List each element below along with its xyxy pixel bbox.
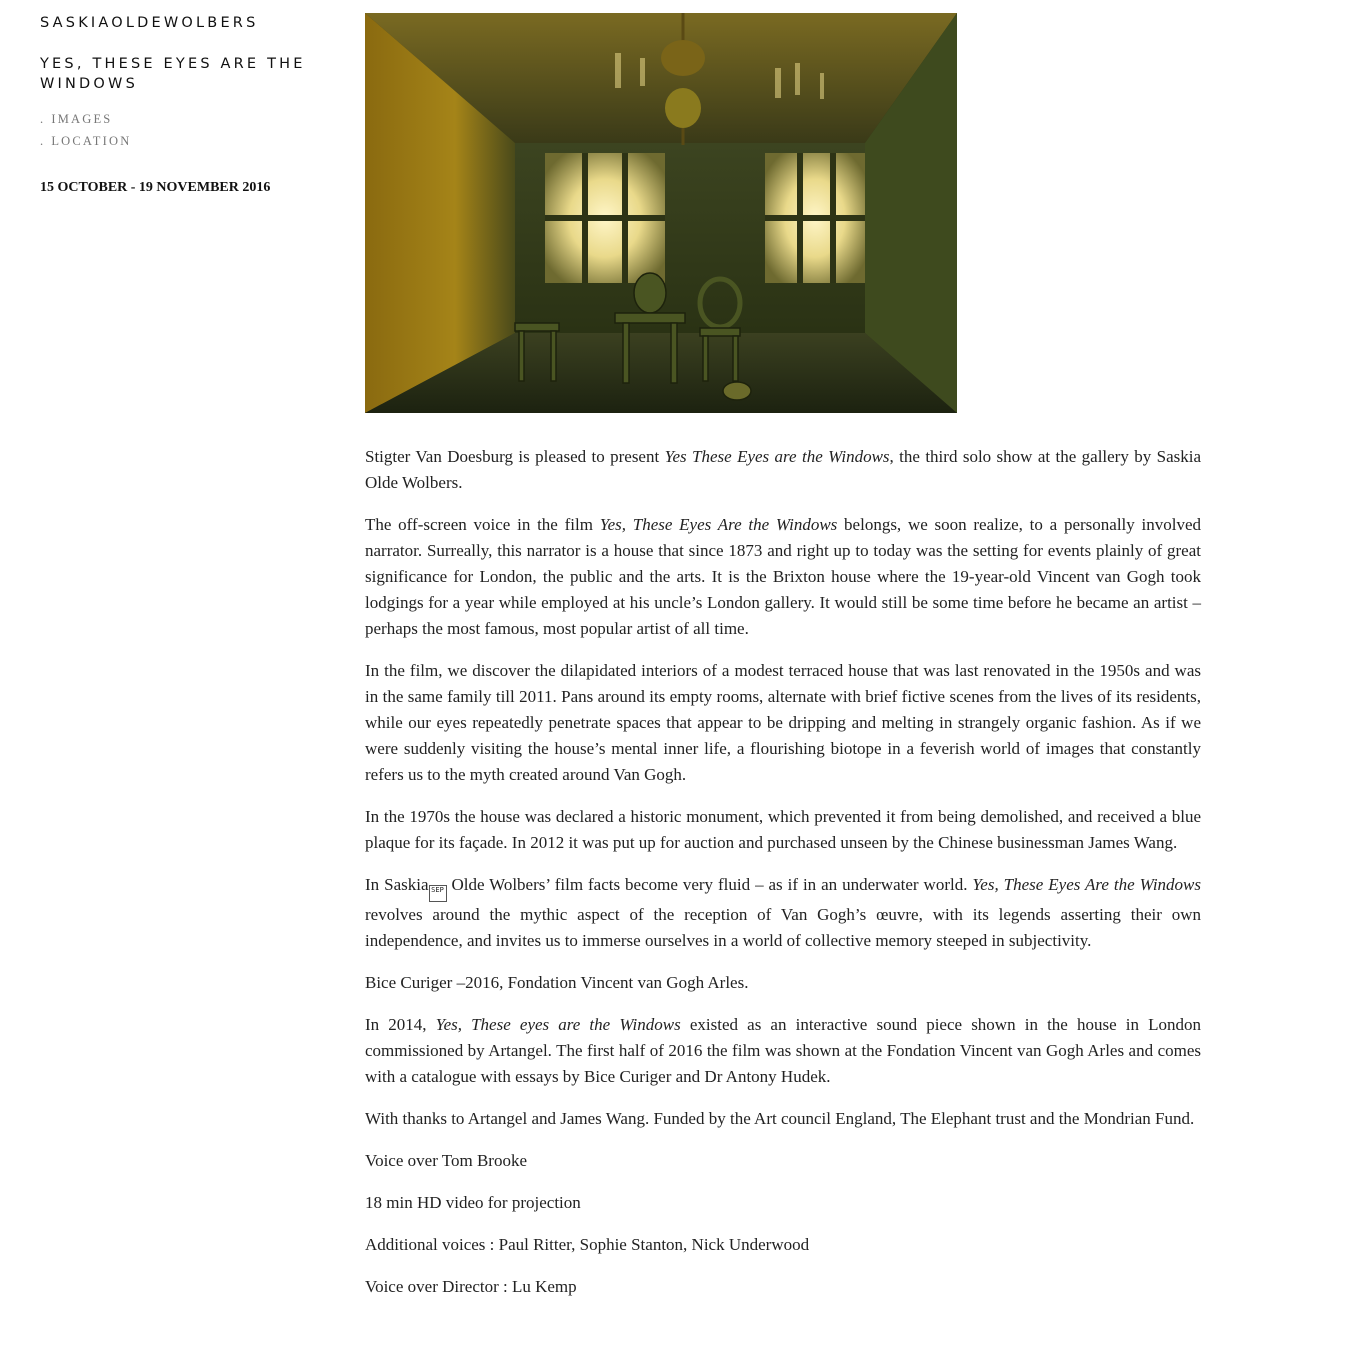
credit-line: Voice over Director : Lu Kemp	[365, 1277, 577, 1296]
paragraph: Bice Curiger –2016, Fondation Vincent van Gogh Arles.	[365, 973, 749, 992]
credit-line: Voice over Tom Brooke	[365, 1151, 528, 1170]
work-title-italic: Yes These Eyes are the Windows	[664, 447, 890, 466]
show-title: YES, THESE EYES ARE THE WINDOWS	[40, 56, 306, 92]
sidebar-nav	[40, 108, 330, 152]
nav-item-images[interactable]	[40, 108, 330, 130]
nav-item-location[interactable]	[40, 130, 330, 152]
credit-line: 18 min HD video for projection	[365, 1193, 581, 1212]
nav-item-label: IMAGES	[51, 112, 113, 126]
paragraph: In the film, we discover the dilapidated interiors of a modest terraced house that was last renovated in the 1950s and was in the same family till 2011. Pans around its empty rooms, alternate with brief fictive scenes from the lives of its residents, while our eyes repeatedly penetrate spaces that appear to be dripping and melting in strangely organic fashion. As if we were suddenly visiting the house’s mental inner life, a flourishing biotope in a feverish world of images that constantly refers us to the myth created around Van Gogh.	[365, 661, 1201, 784]
text-span: Olde Wolbers’ film facts become very fluid – as if in an underwater world.	[446, 875, 973, 894]
paragraph	[365, 872, 1201, 954]
text-span: belongs, we soon realize, to a personally involved narrator. Surreally, this narrator is a house that since 1873 and right up to today was the setting for events plainly of great significance for London, the public and the arts. It is the Brixton house where the 19-year-old Vincent van Gogh took lodgings for a year while employed at his uncle’s London gallery. It would still be some time before he became an artist – perhaps the most famous, most popular artist of all time.	[365, 515, 1202, 638]
text-span: existed as an interactive sound piece shown in the house in London commissioned by Artangel. The first half of 2016 the film was shown at the Fondation Vincent van Gogh Arles and comes with a catalogue with essays by Bice Curiger and Dr Antony Hudek.	[365, 1015, 1201, 1086]
text-span: The off-screen voice in the film	[365, 515, 600, 534]
credit-line: Additional voices : Paul Ritter, Sophie Stanton, Nick Underwood	[365, 1235, 810, 1254]
paragraph	[365, 512, 1201, 642]
paragraph	[365, 1012, 1201, 1090]
nav-bullet: .	[40, 134, 46, 148]
main-content	[365, 13, 1201, 1316]
paragraph	[365, 444, 1201, 496]
press-text	[365, 444, 1201, 1300]
text-span: Stigter Van Doesburg is pleased to present	[365, 447, 665, 466]
nav-item-label: LOCATION	[51, 134, 132, 148]
text-span: In 2014,	[365, 1015, 436, 1034]
artist-name-link[interactable]: SASKIAOLDEWOLBERS	[40, 15, 259, 31]
sidebar	[40, 14, 330, 196]
exhibition-dates: 15 OCTOBER - 19 NOVEMBER 2016	[40, 180, 271, 195]
paragraph: In the 1970s the house was declared a historic monument, which prevented it from being demolished, and received a blue plaque for its façade. In 2012 it was put up for auction and purchased unseen by the Chinese businessman James Wang.	[365, 807, 1201, 852]
nav-bullet: .	[40, 112, 46, 126]
work-title-italic: Yes, These Eyes Are the Windows	[599, 515, 838, 534]
work-title-italic: Yes, These eyes are the Windows	[435, 1015, 681, 1034]
work-title-italic: Yes, These Eyes Are the Windows	[972, 875, 1201, 894]
hero-image[interactable]	[365, 13, 957, 413]
text-span: , the third solo show at the gallery by Saskia Olde Wolbers.	[365, 447, 1201, 492]
paragraph: With thanks to Artangel and James Wang. Funded by the Art council England, The Elephant trust and the Mondrian Fund.	[365, 1109, 1195, 1128]
separator-glyph: SEP	[429, 885, 447, 902]
text-span: In Saskia	[365, 875, 429, 894]
text-span: revolves around the mythic aspect of the reception of Van Gogh’s œuvre, with its legends asserting their own independence, and invites us to immerse ourselves in a world of collective memory steeped in subjectivity.	[365, 905, 1201, 950]
